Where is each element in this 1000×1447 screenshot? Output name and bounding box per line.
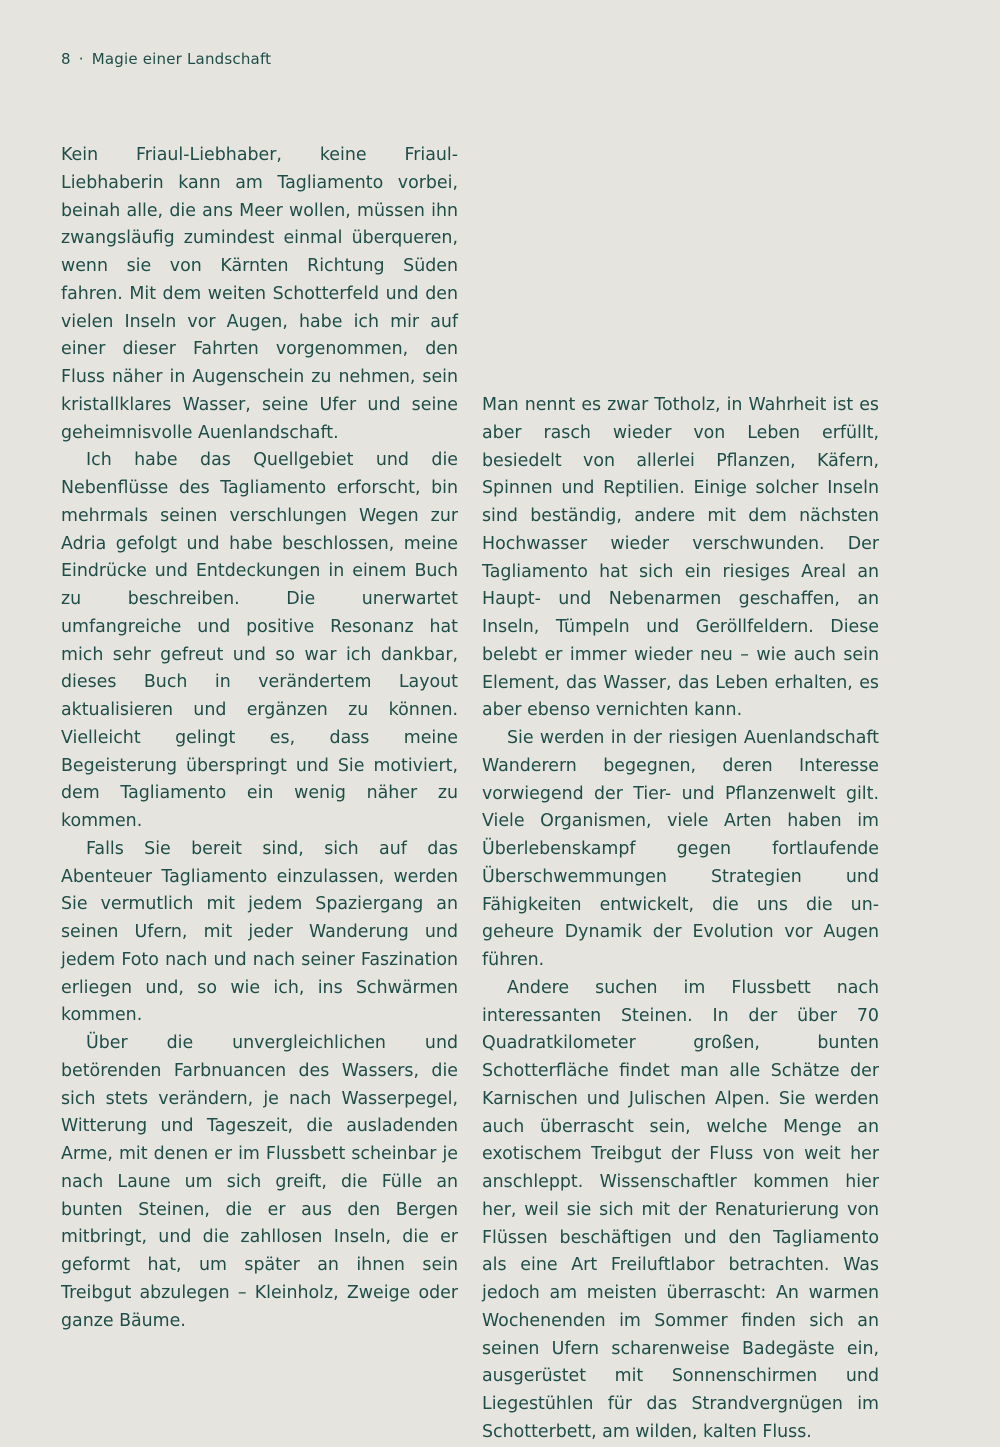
running-head xyxy=(61,50,271,68)
right-text-column xyxy=(482,392,879,1447)
page-number: 8 xyxy=(61,50,71,68)
header-separator: · xyxy=(78,50,84,68)
body-paragraph: Falls Sie bereit sind, sich auf das Abenteuer Tagliamento einzulassen, werden Sie vermutlich mit jedem Spaziergang an seinen Ufern, mit jeder Wanderung und jedem Foto nach und nach seiner Faszination erliegen und, so wie ich, ins Schwärmen kommen. xyxy=(61,838,458,1026)
body-paragraph: Andere suchen im Flussbett nach interessanten Steinen. In der über 70 Quadratkilometer großen, bunten Schotterfläche findet man alle Schätze der Karnischen und Julischen Alpen. Sie werden auch überrascht sein, welche Menge an exotischem Treibgut der Fluss von weit her anschleppt. Wissenschaftler kommen hier her, weil sie sich mit der Renaturierung von Flüssen beschäftigen und den Tagliamento als eine Art Freiluftlabor betrachten. Was jedoch am meisten überrascht: An warmen Wochenenden im Sommer finden sich an seinen Ufern scharenweise Badegäste ein, ausgerüstet mit Sonnenschirmen und Liegestühlen für das Strandvergnügen im Schotterbett, am wilden, kalten Fluss. xyxy=(482,977,879,1442)
body-paragraph: Sie werden in der riesigen Auenlandschaft Wanderern begegnen, deren Interesse vorwiegend der Tier- und Pflanzenwelt gilt. Viele Organismen, viele Arten haben im Überlebenskampf gegen fortlaufende Überschwemmungen Strategien und Fähigkeiten entwickelt, die uns die ungeheure Dynamik der Evolution vor Augen führen. xyxy=(482,728,879,970)
body-paragraph: Über die unvergleichlichen und betörenden Farbnuancen des Wassers, die sich stets verändern, je nach Wasserpegel, Witterung und Tageszeit, die ausladenden Arme, mit denen er im Flussbett scheinbar je nach Laune um sich greift, die Fülle an bunten Steinen, die er aus den Bergen mitbringt, und die zahllosen Inseln, die er geformt hat, um später an ihnen sein Treibgut abzulegen – Kleinholz, Zweige oder ganze Bäume. xyxy=(61,1033,458,1331)
body-paragraph: Man nennt es zwar Totholz, in Wahrheit ist es aber rasch wieder von Leben erfüllt, besiedelt von allerlei Pflanzen, Käfern, Spinnen und Reptilien. Einige solcher Inseln sind beständig, andere mit dem nächsten Hochwasser wieder verschwunden. Der Tagliamento hat sich ein riesiges Areal an Haupt- und Nebenarmen geschaffen, an Inseln, Tümpeln und Geröllfeldern. Diese belebt er immer wieder neu – wie auch sein Element, das Wasser, das Leben erhalten, es aber ebenso vernichten kann. xyxy=(482,395,879,721)
body-paragraph: Kein Friaul-Liebhaber, keine Friaul-Liebhaberin kann am Tagliamento vorbei, beinah alle, die ans Meer wollen, müssen ihn zwangsläufig zumindest einmal überqueren, wenn sie von Kärnten Richtung Süden fahren. Mit dem weiten Schotterfeld und den vielen Inseln vor Augen, habe ich mir auf einer dieser Fahrten vorgenommen, den Fluss näher in Augenschein zu nehmen, sein kristallklares Wasser, seine Ufer und seine geheimnisvolle Auenlandschaft. xyxy=(61,145,458,443)
left-text-column xyxy=(61,142,458,1335)
section-title: Magie einer Landschaft xyxy=(91,50,272,68)
body-paragraph: Ich habe das Quellgebiet und die Nebenflüsse des Tagliamento erforscht, bin mehrmals seinen verschlungen Wegen zur Adria gefolgt und habe beschlossen, meine Eindrücke und Entdeckungen in einem Buch zu beschreiben. Die unerwartet umfangreiche und positive Resonanz hat mich sehr gefreut und so war ich dankbar, dieses Buch in verändertem Layout aktualisieren und ergänzen zu können. Vielleicht gelingt es, dass meine Begeisterung überspringt und Sie motiviert, dem Tagliamento ein wenig näher zu kommen. xyxy=(61,450,458,831)
